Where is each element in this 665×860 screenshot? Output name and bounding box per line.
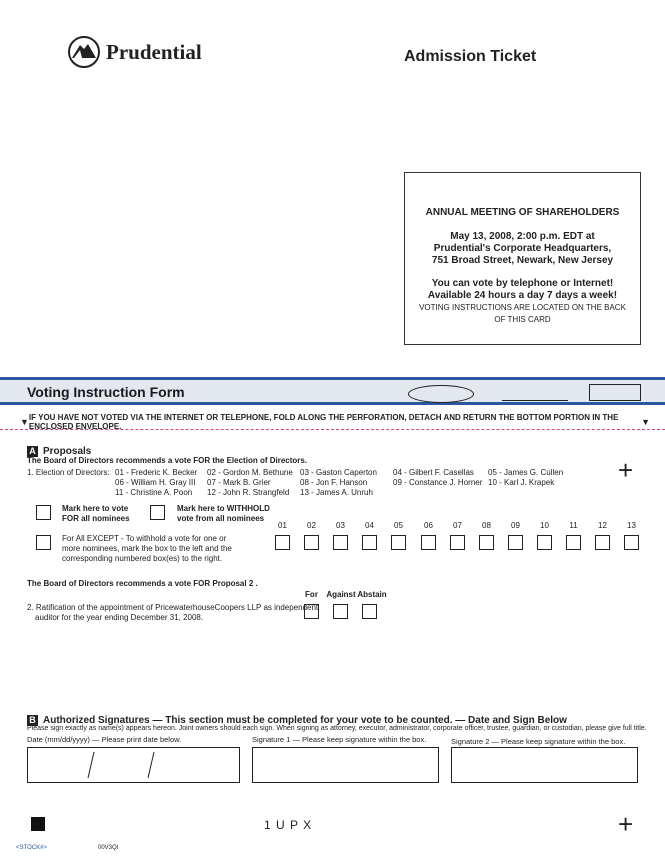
nominee-08-checkbox[interactable] (479, 535, 494, 550)
nominee-column (300, 468, 377, 498)
nominee-number-label: 02 (307, 521, 316, 530)
nominee-07-checkbox[interactable] (450, 535, 465, 550)
scan-line (502, 400, 568, 401)
perforation-line (0, 429, 665, 430)
nominee-09-checkbox[interactable] (508, 535, 523, 550)
proposal-2-line: auditor for the year ending December 31, 2008. (35, 613, 204, 622)
ticket-line: Prudential's Corporate Headquarters, (433, 243, 612, 254)
nominee: 02 - Gordon M. Bethune (207, 468, 293, 477)
proposal-2-abstain-checkbox[interactable] (362, 604, 377, 619)
vote-for-all-checkbox[interactable] (36, 505, 51, 520)
ticket-line: VOTING INSTRUCTIONS ARE LOCATED ON THE BACK (419, 303, 626, 312)
nominee-column (393, 468, 482, 488)
nominee-05-checkbox[interactable] (391, 535, 406, 550)
proposal-2-line: 2. Ratification of the appointment of PricewaterhouseCoopers LLP as independent (27, 603, 319, 612)
vote-for-line: FOR all nominees (62, 514, 130, 523)
signature-1-field[interactable] (252, 747, 439, 783)
section-b-badge: B (27, 715, 38, 726)
nominee-13-checkbox[interactable] (624, 535, 639, 550)
ticket-line: 751 Broad Street, Newark, New Jersey (431, 255, 614, 266)
nominee-06-checkbox[interactable] (421, 535, 436, 550)
ticket-line: You can vote by telephone or Internet! (431, 278, 614, 289)
date-field[interactable] (27, 747, 240, 783)
nominee-column (115, 468, 197, 498)
withhold-all-checkbox[interactable] (150, 505, 165, 520)
nominee-number-label: 13 (627, 521, 636, 530)
recommend-proposal-2: The Board of Directors recommends a vote FOR Proposal 2 . (27, 579, 258, 588)
logo-text: Prudential (106, 39, 202, 64)
nominee-11-checkbox[interactable] (566, 535, 581, 550)
vote-header-against: Against (326, 590, 356, 599)
withhold-line: vote from all nominees (177, 514, 265, 523)
for-all-except-label (62, 534, 232, 564)
nominee-04-checkbox[interactable] (362, 535, 377, 550)
vote-header-for: For (305, 590, 318, 599)
nominee-10-checkbox[interactable] (537, 535, 552, 550)
nominee: 05 - James G. Cullen (488, 468, 564, 477)
ticket-line: Available 24 hours a day 7 days a week! (427, 290, 618, 301)
date-separators (28, 748, 238, 782)
nominee-column (207, 468, 293, 498)
nominee: 10 - Karl J. Krapek (488, 478, 555, 487)
proposal-2-for-checkbox[interactable] (304, 604, 319, 619)
section-a-title: Proposals (43, 446, 92, 457)
except-line: more nominees, mark the box to the left and the (62, 544, 232, 553)
registration-plus-icon: + (618, 455, 634, 485)
nominee-number-label: 07 (453, 521, 462, 530)
stock-number: <STOCK#> (16, 845, 47, 851)
nominee-number-label: 01 (278, 521, 287, 530)
signature-2-label: Signature 2 — Please keep signature within the box. (451, 737, 626, 746)
for-all-except-checkbox[interactable] (36, 535, 51, 550)
nominee-01-checkbox[interactable] (275, 535, 290, 550)
registration-square-icon (31, 817, 45, 831)
scan-rect (589, 384, 641, 401)
signature-instructions: Please sign exactly as name(s) appears hereon. Joint owners should each sign. When signing as attorney, executor, administrator, corporate officer, trustee, guardian, or custodian, please give full title. (27, 725, 647, 732)
nominee: 07 - Mark B. Grier (207, 478, 271, 487)
nominee-number-label: 04 (365, 521, 374, 530)
nominee: 12 - John R. Strangfeld (207, 488, 290, 497)
signature-1-label: Signature 1 — Please keep signature within the box. (252, 735, 427, 744)
nominee: 11 - Christine A. Poon (115, 488, 193, 497)
prudential-logo (68, 36, 202, 68)
nominee: 03 - Gaston Caperton (300, 468, 377, 477)
nominee-number-label: 08 (482, 521, 491, 530)
nominee: 06 - William H. Gray III (115, 478, 196, 487)
nominee-number-label: 09 (511, 521, 520, 530)
job-number: 00V3QI (98, 845, 119, 851)
nominee: 13 - James A. Unruh (300, 488, 373, 497)
election-label: 1. Election of Directors: (27, 468, 110, 477)
withhold-line: Mark here to WITHHOLD (177, 504, 270, 513)
nominee-12-checkbox[interactable] (595, 535, 610, 550)
ticket-line: May 13, 2008, 2:00 p.m. EDT at (450, 231, 595, 242)
nominee: 04 - Gilbert F. Casellas (393, 468, 474, 477)
except-line: corresponding numbered box(es) to the right. (62, 554, 223, 563)
nominee-number-label: 10 (540, 521, 549, 530)
nominee-column (488, 468, 563, 488)
registration-plus-icon: + (618, 809, 634, 839)
ticket-line: ANNUAL MEETING OF SHAREHOLDERS (425, 207, 620, 218)
scan-oval (408, 385, 474, 403)
signature-2-field[interactable] (451, 747, 638, 783)
form-code: 1 U P X (264, 818, 313, 832)
vote-header-abstain: Abstain (357, 590, 387, 599)
section-b-title: Authorized Signatures — This section must be completed for your vote to be counted. — Date and Sign Below (43, 715, 567, 726)
withhold-all-label (177, 504, 270, 524)
recommend-directors: The Board of Directors recommends a vote FOR the Election of Directors. (27, 456, 308, 465)
except-line: For All EXCEPT - To withhold a vote for one or (62, 534, 227, 543)
nominee-number-label: 11 (569, 521, 578, 530)
proposal-2-against-checkbox[interactable] (333, 604, 348, 619)
nominee-02-checkbox[interactable] (304, 535, 319, 550)
proposal-2-text (27, 603, 318, 623)
nominee-03-checkbox[interactable] (333, 535, 348, 550)
vote-for-line: Mark here to vote (62, 504, 129, 513)
nominee: 01 - Frederic K. Becker (115, 468, 198, 477)
notice-text: IF YOU HAVE NOT VOTED VIA THE INTERNET OR TELEPHONE, FOLD ALONG THE PERFORATION, DETACH AND RETURN THE BOTTOM PORTION IN THE ENCLOSED ENVELOPE. (28, 413, 619, 431)
nominee-number-label: 12 (598, 521, 607, 530)
nominee-number-label: 05 (394, 521, 403, 530)
rock-icon (68, 36, 100, 68)
nominee-number-label: 06 (424, 521, 433, 530)
date-label: Date (mm/dd/yyyy) — Please print date below. (27, 735, 182, 744)
nominee: 08 - Jon F. Hanson (300, 478, 368, 487)
down-arrow-icon: ▼ (20, 417, 29, 427)
section-a-badge: A (27, 446, 38, 457)
nominee-number-label: 03 (336, 521, 345, 530)
ticket-title: Admission Ticket (404, 48, 537, 65)
vote-for-all-label (62, 504, 130, 524)
down-arrow-icon: ▼ (641, 417, 650, 427)
ticket-line: OF THIS CARD (494, 315, 551, 324)
ticket-box (404, 172, 641, 345)
nominee: 09 - Constance J. Horner (393, 478, 483, 487)
form-title: Voting Instruction Form (27, 384, 185, 400)
